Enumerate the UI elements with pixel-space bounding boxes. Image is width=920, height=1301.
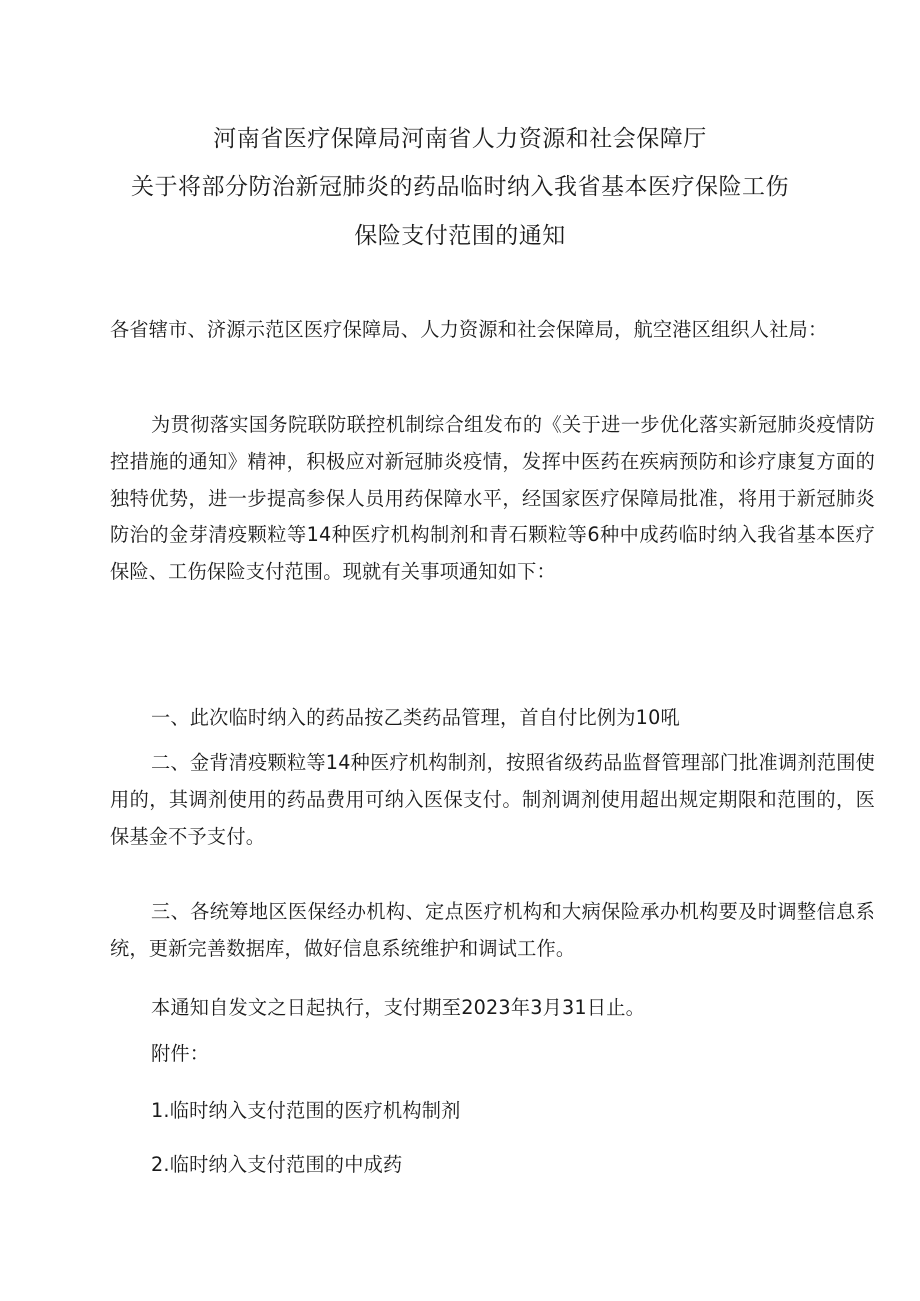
item-three-paragraph: 三、各统筹地区医保经办机构、定点医疗机构和大病保险承办机构要及时调整信息系统，更新完善数据库，做好信息系统维护和调试工作。 [110, 900, 875, 960]
item-two-paragraph: 二、金背清疫颗粒等14种医疗机构制剂，按照省级药品监督管理部门批准调剂范围使用的，其调剂使用的药品费用可纳入医保支付。制剂调剂使用超出规定期限和范围的，医保基金不予支付。 [110, 751, 875, 848]
document-title-line-2: 关于将部分防治新冠肺炎的药品临时纳入我省基本医疗保险工伤 [131, 174, 789, 200]
intro-paragraph: 为贯彻落实国务院联防联控机制综合组发布的《关于进一步优化落实新冠肺炎疫情防控措施的通知》精神，积极应对新冠肺炎疫情，发挥中医药在疾病预防和诊疗康复方面的独特优势，进一步提高参保人员用药保障水平，经国家医疗保障局批准，将用于新冠肺炎防治的金芽清疫颗粒等14种医疗机构制剂和青石颗粒等6种中成药临时纳入我省基本医疗保险、工伤保险支付范围。现就有关事项通知如下： [110, 413, 875, 584]
item-one-paragraph: 一、此次临时纳入的药品按乙类药品管理，首自付比例为10吼 [151, 706, 680, 729]
attachment-item-2: 2.临时纳入支付范围的中成药 [151, 1153, 403, 1176]
document-title-line-1: 河南省医疗保障局河南省人力资源和社会保障厅 [213, 126, 707, 152]
salutation: 各省辖市、济源示范区医疗保障局、人力资源和社会保障局，航空港区组织人社局： [110, 318, 828, 341]
document-title-line-3: 保险支付范围的通知 [354, 223, 566, 249]
attachment-item-1: 1.临时纳入支付范围的医疗机构制剂 [151, 1099, 461, 1122]
attachments-label: 附件： [151, 1042, 210, 1065]
execution-paragraph: 本通知自发文之日起执行，支付期至2023年3月31日止。 [151, 996, 645, 1019]
